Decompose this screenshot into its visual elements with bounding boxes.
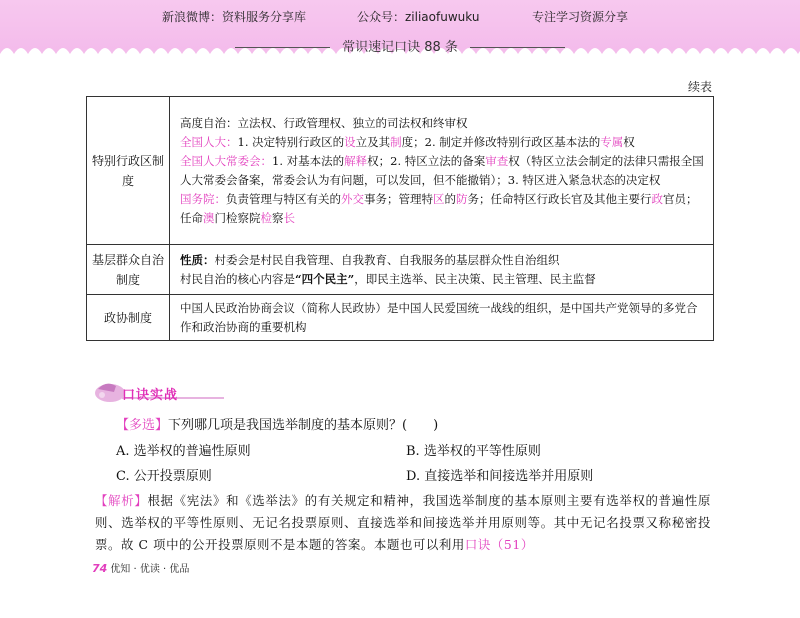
wechat-text: 公众号：ziliaofuwuku xyxy=(357,10,480,24)
keyword-highlight: 制 xyxy=(390,134,402,149)
content-line xyxy=(180,270,705,289)
body-text: ，即民主选举、民主决策、民主管理、民主监督 xyxy=(354,271,596,286)
analysis-tag: 【解析】 xyxy=(95,493,148,508)
keyword-highlight: 解释 xyxy=(344,153,368,168)
subtitle-rule-left xyxy=(235,47,330,48)
analysis-text: 根据《宪法》和《选举法》的有关规定和精神，我国选举制度的基本原则主要有选举权的普遍性原则、选举权的平等性原则、无记名投票原则、直接选举和间接选举并用原则等。其中无记名投票又称秘密投票。故 C 项中的公开投票原则不是本题的答案。本题也可以利用 xyxy=(95,493,711,552)
body-text: 权；2. 特区立法的备案 xyxy=(367,153,486,168)
summary-table xyxy=(86,96,714,341)
content-line xyxy=(180,114,705,133)
row-category: 特别行政区制度 xyxy=(87,97,170,245)
content-line xyxy=(180,299,705,337)
body-text: 村委会是村民自我管理、自我教育、自我服务的基层群众性自治组织 xyxy=(214,252,560,267)
keyword-highlight: 专属 xyxy=(600,134,624,149)
keyword-highlight: 设 xyxy=(344,134,356,149)
body-text: 事务；管理特 xyxy=(364,191,433,206)
table-row xyxy=(87,295,714,341)
body-text: 的 xyxy=(444,191,456,206)
content-line xyxy=(180,190,705,228)
body-text: 立及其 xyxy=(355,134,391,149)
page-number: 74 xyxy=(92,562,108,575)
keyword-highlight: 全国人大常委会： xyxy=(180,153,272,168)
table-row xyxy=(87,97,714,245)
bold-text: 性质： xyxy=(180,252,215,267)
question-stem xyxy=(116,414,438,433)
body-text: 1. 决定特别行政区的 xyxy=(237,134,345,149)
analysis-paragraph xyxy=(95,490,711,556)
row-category: 政协制度 xyxy=(87,295,170,341)
body-text: 中国人民政治协商会议（简称人民政协）是中国人民爱国统一战线的组织，是中国共产党领导的多党合作和政治协商的重要机构 xyxy=(180,300,698,334)
question-tag: 【多选】 xyxy=(116,418,169,433)
subtitle-rule-right xyxy=(470,47,565,48)
keyword-highlight: 防 xyxy=(456,191,468,206)
option-d: D. 直接选举和间接选举并用原则 xyxy=(406,469,594,484)
footer-tagline: 优知 · 优读 · 优品 xyxy=(110,564,190,575)
weibo-text: 新浪微博：资料服务分享库 xyxy=(162,10,307,24)
keyword-highlight: 国务院： xyxy=(180,191,226,206)
keyword-highlight: 外交 xyxy=(341,191,364,206)
body-text: 权（特区立法会制定的法律只需报全国人大常委会备案，常委会认为有问题，可以发回，但不能撤销）；3. 特区进入紧急状态的决定权 xyxy=(180,153,704,187)
body-text: 负责管理与特区有关的 xyxy=(226,191,341,206)
analysis-link: 口诀（51） xyxy=(464,537,534,552)
body-text: 门检察院 xyxy=(214,210,261,225)
keyword-highlight: 长 xyxy=(283,210,295,225)
content-line xyxy=(180,152,705,190)
keyword-highlight: 全国人大： xyxy=(180,134,238,149)
keyword-highlight: 审查 xyxy=(485,153,509,168)
practice-banner xyxy=(92,378,232,404)
keyword-highlight: 澳 xyxy=(203,210,215,225)
body-text: 度；2. 制定并修改特别行政区基本法的 xyxy=(401,134,601,149)
table-row xyxy=(87,245,714,295)
option-c: C. 公开投票原则 xyxy=(116,469,212,484)
row-category: 基层群众自治制度 xyxy=(87,245,170,295)
header-line xyxy=(0,8,800,26)
body-text: 1. 对基本法的 xyxy=(272,153,345,168)
row-content xyxy=(170,245,714,295)
subtitle-text: 常识速记口诀 88 条 xyxy=(342,40,458,55)
body-text: 察 xyxy=(272,210,284,225)
body-text: 高度自治：立法权、行政管理权、独立的司法权和终审权 xyxy=(180,115,468,130)
keyword-highlight: 政 xyxy=(651,191,663,206)
option-a: A. 选举权的普遍性原则 xyxy=(116,444,251,459)
slogan-text: 专注学习资源分享 xyxy=(532,10,629,24)
keyword-highlight: 区 xyxy=(433,191,445,206)
content-line xyxy=(180,133,705,152)
option-b: B. 选举权的平等性原则 xyxy=(406,444,541,459)
body-text: 务；任命特区行政长官及其他主要行 xyxy=(467,191,652,206)
content-line xyxy=(180,251,705,270)
page-footer xyxy=(92,560,189,575)
practice-label: 口诀实战 xyxy=(122,388,179,403)
continued-label: 续表 xyxy=(687,80,712,94)
row-content xyxy=(170,97,714,245)
body-text: 村民自治的核心内容是 xyxy=(180,271,295,286)
question-text: 下列哪几项是我国选举制度的基本原则？( ) xyxy=(168,418,439,433)
keyword-highlight: 检 xyxy=(260,210,272,225)
bold-text: “四个民主” xyxy=(295,271,355,286)
row-content xyxy=(170,295,714,341)
body-text: 权 xyxy=(623,134,635,149)
section-subtitle xyxy=(0,36,800,55)
body-text: 官员；任命 xyxy=(180,191,698,225)
